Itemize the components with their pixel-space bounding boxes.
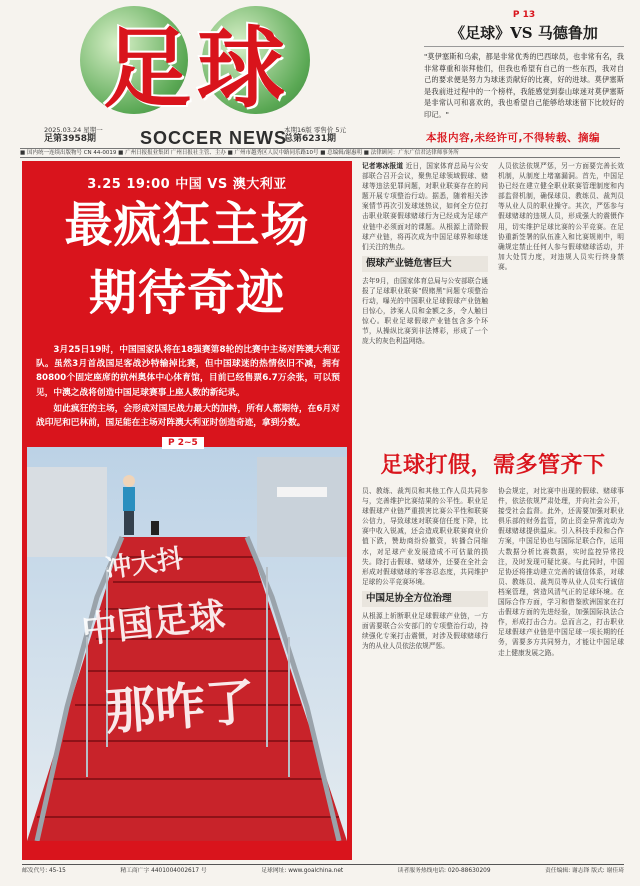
article-top-columns xyxy=(362,161,624,443)
article-body-text: 去年9月，由国家体育总局与公安部联合通报了足球职业联赛"假赌黑"问题专项整治行动，曝光的中国职业足球假球产业链触目惊心，涉案人员和金额之多，令人触目惊心。职业足球假球产业链包含多个环节，从操纵比赛到非法博彩，形成了一个庞大的灰色利益网络。 xyxy=(362,276,488,346)
issue-date: 2025.03.24 星期一 xyxy=(44,126,103,134)
article-bottom-columns xyxy=(362,486,624,846)
issue-info-block xyxy=(284,126,346,144)
lead-paragraph: 3月25日19时，中国国家队将在18强赛第8轮的比赛中主场对阵澳大利亚队。虽然3月首战国足客战沙特输掉比赛，但中国球迷的热情依旧不减，拥有80800个固定座席的杭州奥体中心体育馆，目前已经售票6.7万余张，可以预见，中澳之战将创造中国足球赛事上座人数的新纪录。 xyxy=(36,345,340,398)
footer-postal-code: 邮发代号: 45-15 xyxy=(22,868,66,874)
article-column-2 xyxy=(498,161,624,443)
headline-line-1[interactable]: 最疯狂主场 xyxy=(64,197,310,253)
article-body-text: 员、教练、裁判员和其他工作人员共同参与，完善维护比赛结果的公平性。职业足球假球产业链严重损害比赛公平性和联赛公信力，导致球迷对联赛信任度下降，比赛中收入锐减，还会造成职业联赛商业价值下跌，赞助商纷纷撤资，转播合同缩水，对足球产业发展造成不可估量的损失。除打击假球、赌球外，还要在全社会形成对假球赌球的零容忍态度，共同维护足球的公平竞赛环境。 xyxy=(362,487,488,586)
total-issue: 总第6231期 xyxy=(284,134,337,144)
volume-price: 本期16版 零售价 5元 xyxy=(284,126,347,134)
painted-slogan-2: 中国足球 xyxy=(79,594,228,652)
article-body-text: 协会规定，对比赛中出现的假球、赌球事件，依法依规严肃处理，并向社会公开，接受社会监督。此外，还需要加强对职业俱乐部的财务监管，防止资金异常流动为假球赌球提供温床。引入科技手段和合作方案，中国足协也与国际足联合作，运用大数据分析比赛数据，实时监控异常投注，及时发现可疑比赛。与此同时，中国足协还将推动建立完善的诚信体系，对球员、教练员、裁判员等从业人员实行诚信档案管理，营造风清气正的足球环境。在国际合作方面，学习和借鉴欧洲国家在打击假球方面的先进经验，加强国际执法合作，形成打击合力。总而言之，打击职业足球假球产业链是中国足球一项长期的任务，需要多方共同努力，才能让中国足球走上健康发展之路。 xyxy=(498,487,624,657)
lead-paragraph: 如此疯狂的主场，会形成对国足战力最大的加持，所有人都期待，在6月对战印尼和巴林前，国足能在主场对阵澳大利亚时创造奇迹，拿到分数。 xyxy=(36,403,340,429)
logo-text: 足球 xyxy=(102,16,291,120)
masthead xyxy=(0,0,640,150)
headline-line-2[interactable]: 期待奇迹 xyxy=(88,265,285,321)
issue-number: 足第3958期 xyxy=(44,134,97,144)
article-body-text: 人员依法依规严惩，另一方面要完善长效机制，从制度上堵塞漏洞。首先，中国足协已经在建立健全职业联赛管理制度和内部监督机制，确保球员、教练员、裁判员等从业人员的职业操守。其次，严惩参与假球赌球的违规人员，形成强大的震慑作用，切实维护足球比赛的公平竞赛。在足协重新签署的队伍准入和比赛规则中，明确规定禁止任何人参与假球赌球活动，并加大处罚力度，对违规人员实行终身禁赛。 xyxy=(498,162,624,271)
article-body-text: 从根源上斩断职业足球假球产业链，一方面需要联合公安部门的专项整治行动，持续强化专案打击震慑，对涉及假球赌球行为的从业人员依法依规严惩。 xyxy=(362,611,488,651)
footer-hotline: 读者服务热线电话: 020-88630209 xyxy=(397,868,491,874)
article-body-text: 近日，国家体育总局与公安部联合召开会议，聚焦足球领域假球、赌球等违法犯罪问题，对职业联赛存在的问题开展专项整治行动。据悉，随着相关涉案情节再次引发球迷热议，如何全方位打击职业联赛假球赌球行为已经成为足球产业链中必须面对的课题。从根源上清除假球产业链，将再次成为中国足球界和球迷们关注的焦点。 xyxy=(362,162,488,251)
cover-story-panel[interactable] xyxy=(22,161,352,860)
article-column-1 xyxy=(362,161,488,443)
article-column-4 xyxy=(498,486,624,846)
photo-page-ref[interactable]: P 2~5 xyxy=(162,437,204,449)
publication-info-bar: ■ 国内统一连续出版物号 CN 44-0019 ■ 广州日报报业集团 广州日报社主管、主办 ■ 广州市越秀区人民中路同乐路10号 ■ 总编辑/谢惠明 ■ 法律顾问：广东广信君达律师事务所 xyxy=(20,148,620,158)
article-byline: 记者寒冰报道 xyxy=(362,162,404,170)
article-column-3 xyxy=(362,486,488,846)
painted-slogan-3: 那咋了 xyxy=(103,671,258,742)
teaser-quote: "莫伊塞斯和乌索，都是非常优秀的巴西球员，也非常有名，我非常尊重和崇拜他们，但我也希望有自己的一些东西，我对自己的要求便是努力为球迷贡献好的比赛，好的进球。莫伊塞斯是我前进过程中的一个榜样，我能感觉到泰山球迷对莫伊塞斯是非常认可和喜欢的，我也希望自己能够给球迷留下比较好的印记。" xyxy=(424,52,624,119)
painted-slogan-1: 冲大抖 xyxy=(103,543,186,585)
page-footer xyxy=(22,864,624,878)
teaser-page-ref: P 13 xyxy=(512,10,536,20)
match-kicker: 3.25 19:00 中国 VS 澳大利亚 xyxy=(87,177,287,192)
article-subhead: 中国足协全方位治理 xyxy=(362,591,488,607)
stadium-stairs-photo[interactable] xyxy=(27,447,347,841)
lead-paragraphs xyxy=(36,343,340,432)
footer-editors: 责任编辑: 谢志锋 版式: 谢佳琦 xyxy=(545,868,624,874)
footer-license: 精工商广字 4401004002617 号 xyxy=(120,868,207,874)
painted-slogans xyxy=(27,447,347,841)
logo-english: SOCCER NEWS xyxy=(140,128,288,148)
article-subhead: 假球产业链危害巨大 xyxy=(362,256,488,272)
copyright-slogan: 本报内容,未经许可,不得转载、摘编 xyxy=(426,132,600,144)
issue-date-block xyxy=(44,126,103,144)
footer-website[interactable]: 足球网址: www.goalchina.net xyxy=(261,868,344,874)
article-headline[interactable]: 足球打假，需多管齐下 xyxy=(380,452,606,478)
teaser-box[interactable] xyxy=(424,10,624,120)
newspaper-logo xyxy=(62,4,332,120)
teaser-title[interactable]: 《足球》VS 马德鲁加 xyxy=(424,22,624,47)
